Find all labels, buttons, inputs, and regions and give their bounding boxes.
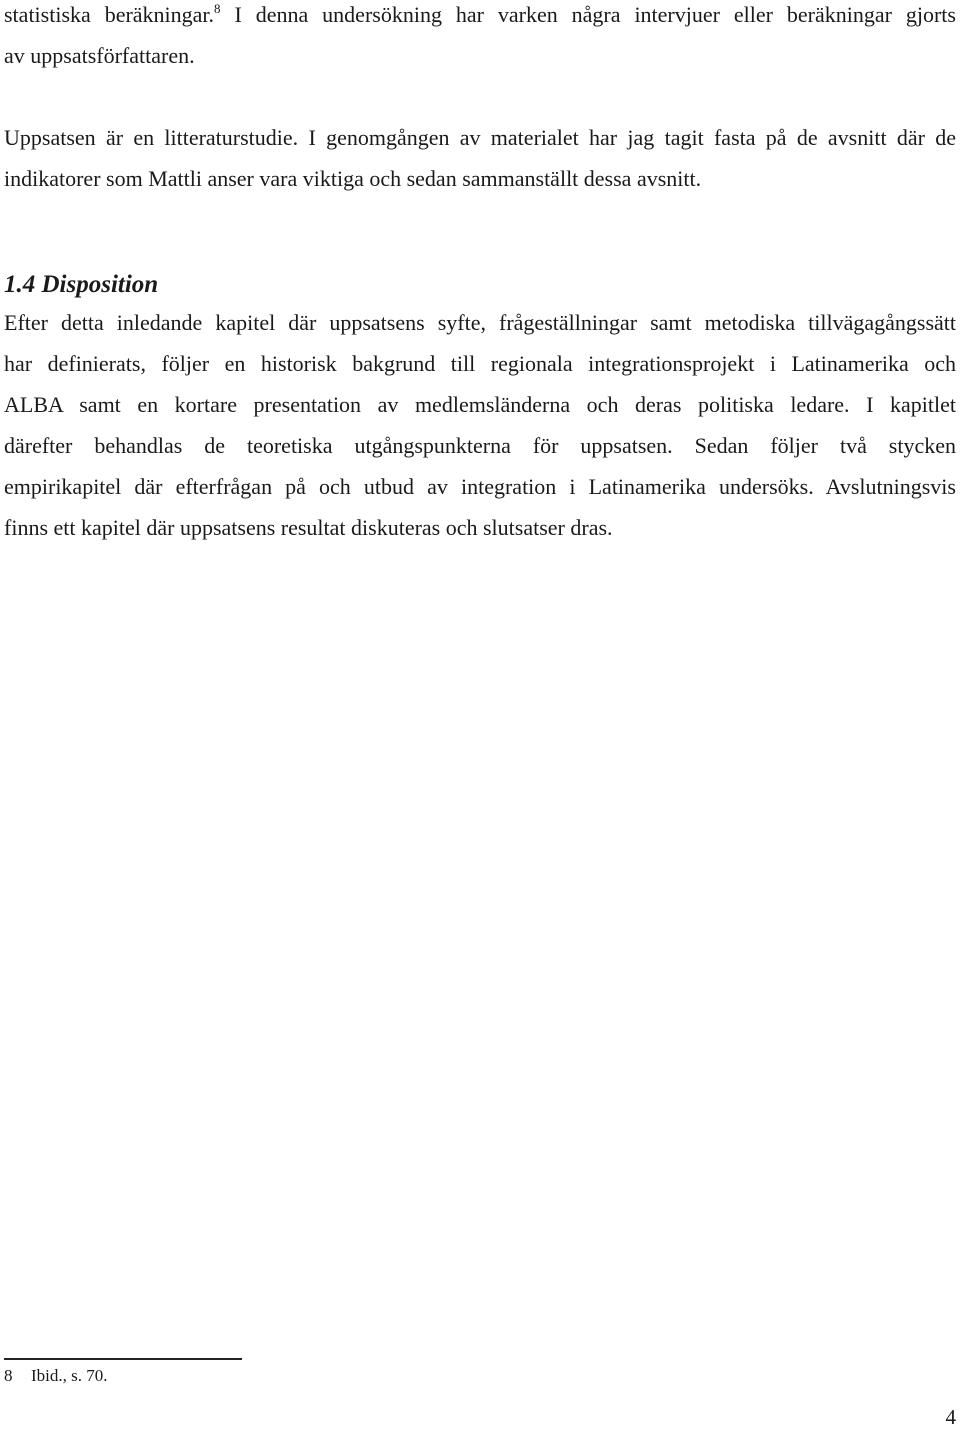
paragraph-1-text-before-ref: statistiska beräkningar. (4, 2, 215, 27)
section-line-6: finns ett kapitel där uppsatsens resultat diskuteras och slutsatser dras. (4, 515, 613, 540)
footnote-reference: 8 (214, 1, 221, 16)
page-number: 4 (945, 1405, 956, 1429)
paragraph-1-text-after-ref: I denna undersökning har varken några intervjuer eller beräkningar gjorts (220, 2, 956, 27)
section-heading: 1.4 Disposition (4, 271, 159, 298)
footnote-separator (4, 1358, 242, 1360)
footnote-text: Ibid., s. 70. (31, 1366, 108, 1385)
footnote (4, 1365, 108, 1387)
paragraph-2-line-1: Uppsatsen är en litteraturstudie. I genomgången av materialet har jag tagit fasta på de avsnitt där de (4, 125, 956, 150)
footnote-number: 8 (4, 1366, 13, 1385)
section-line-5: empirikapitel där efterfrågan på och utbud av integration i Latinamerika undersöks. Avslutningsvis (4, 474, 956, 499)
section-line-3: ALBA samt en kortare presentation av medlemsländerna och deras politiska ledare. I kapitlet (4, 392, 956, 417)
section-line-2: har definierats, följer en historisk bakgrund till regionala integrationsprojekt i Latinamerika och (4, 351, 956, 376)
section-line-1: Efter detta inledande kapitel där uppsatsens syfte, frågeställningar samt metodiska tillvägagångssätt (4, 310, 956, 335)
paragraph-2-line-2: indikatorer som Mattli anser vara viktiga och sedan sammanställt dessa avsnitt. (4, 166, 702, 191)
section-line-4: därefter behandlas de teoretiska utgångspunkterna för uppsatsen. Sedan följer två stycken (4, 433, 956, 458)
paragraph-1-line-2: av uppsatsförfattaren. (4, 43, 195, 68)
paragraph-1-line-1 (4, 2, 956, 28)
